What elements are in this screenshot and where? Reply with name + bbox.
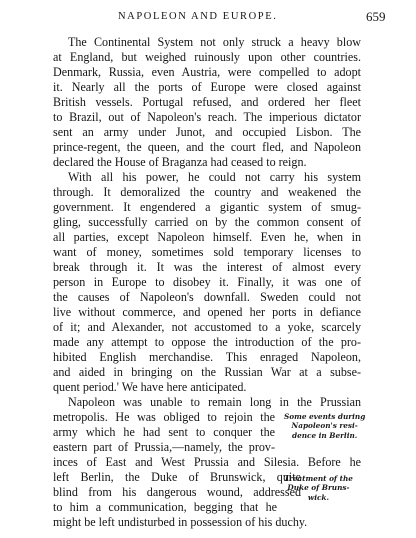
text-line: army which he had sent to conquer the [53, 425, 275, 439]
running-title: NAPOLEON AND EUROPE. [118, 11, 278, 22]
text-line: and aided in bringing on the Russian War at a subse- [53, 365, 361, 379]
margin-note-line: dence in Berlin. [291, 430, 358, 440]
text-line: With all his power, he could not carry his system [68, 170, 361, 184]
text-line: eastern part of Prussia,—namely, the prov- [53, 440, 275, 454]
margin-note [284, 474, 353, 502]
margin-note-line: Duke of Bruns- [287, 483, 350, 493]
text-line: the causes of Napoleon's downfall. Sweden could not [53, 290, 361, 304]
text-line: metropolis. He was obliged to rejoin the [53, 410, 275, 424]
page-number: 659 [366, 9, 386, 24]
text-line: sent an army under Junot, and occupied Lisbon. The [53, 125, 361, 139]
text-line: might be left undisturbed in possession of his duchy. [53, 515, 308, 529]
margin-note-line: Some events during [284, 412, 366, 421]
text-line: Denmark, Russia, even Austria, were compelled to adopt [53, 65, 361, 79]
text-line: The Continental System not only struck a heavy blow [68, 35, 361, 49]
text-line: British vessels. Portugal refused, and ordered her fleet [53, 95, 361, 109]
margin-note [284, 412, 365, 440]
text-line: Napoleon was unable to remain long in the Prussian [68, 395, 361, 409]
text-line: person in Europe to disobey it. Finally, it was one of [53, 275, 361, 289]
text-line: to him a communication, begging that he [53, 500, 277, 514]
text-line: inces of East and West Prussia and Silesia. Before he [53, 455, 361, 469]
text-line: gling, successfully carried on by the common consent of [53, 215, 361, 229]
margin-note-line: Napoleon's resi- [291, 421, 358, 431]
text-line: hibited English merchandise. This enraged Napoleon, [53, 350, 361, 364]
text-line: through. It demoralized the country and weakened the [53, 185, 361, 199]
text-line: it. Nearly all the ports of Europe were closed against [53, 80, 361, 94]
text-line: want of money, sometimes sold temporary licenses to [53, 245, 361, 259]
text-line: quent period.' We have here anticipated. [53, 380, 247, 394]
text-line: to Brazil, out of Napoleon's reach. The imperious dictator [53, 110, 361, 124]
text-line: live without commerce, and opened her ports in defiance [53, 305, 361, 319]
text-line: at England, but weighed ruinously upon other countries. [53, 50, 361, 64]
text-line: of it; and Alexander, not accustomed to a yoke, scarcely [53, 320, 361, 334]
text-line: all parties, except Napoleon himself. Even he, when in [53, 230, 361, 244]
text-line: government. It engendered a gigantic system of smug- [53, 200, 361, 214]
text-line: left Berlin, the Duke of Brunswick, quite [53, 470, 301, 484]
text-line: break through it. It was the interest of almost every [53, 260, 361, 274]
text-line: made any attempt to oppose the introduction of the pro- [53, 335, 361, 349]
text-line: declared the House of Braganza had ceased to reign. [53, 155, 307, 169]
margin-note-line: wick. [307, 492, 330, 502]
text-line: prince-regent, the queen, and the court fled, and Napoleon [53, 140, 361, 154]
margin-note-line: Treatment of the [284, 474, 353, 483]
text-line: blind from his dangerous wound, addressed [53, 485, 301, 499]
